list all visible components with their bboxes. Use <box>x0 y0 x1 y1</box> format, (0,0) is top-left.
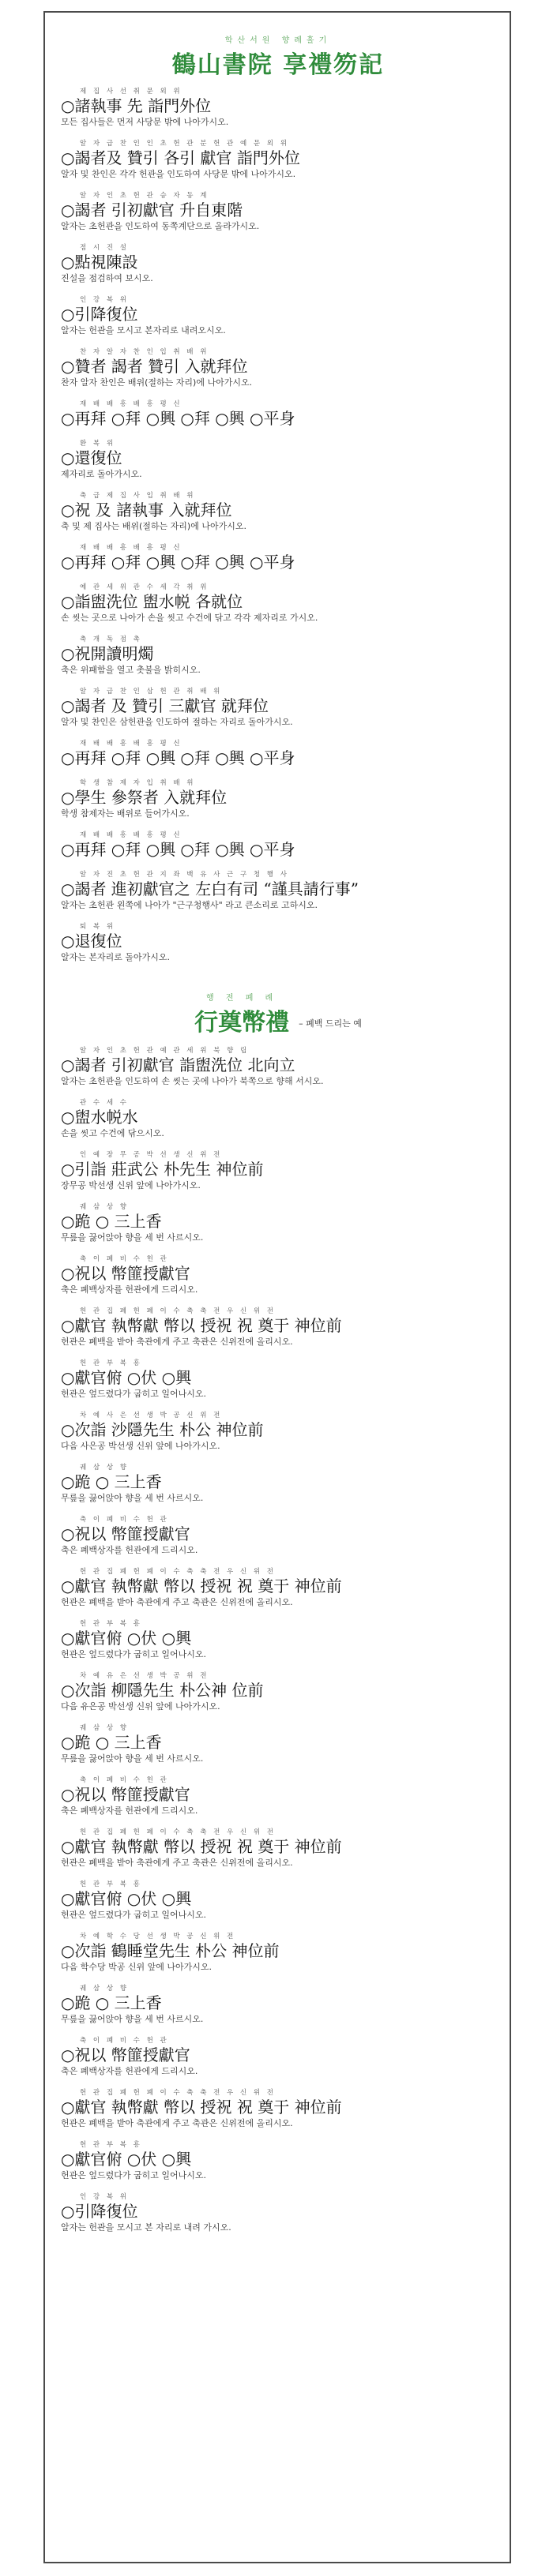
step-description: 찬자 알자 찬인은 배위(절하는 자리)에 나아가시오. <box>61 377 253 388</box>
step-pronunciation: 축 이 폐 비 수 헌 관 <box>80 1776 169 1784</box>
step-pronunciation: 환 복 위 <box>80 440 116 448</box>
step-pronunciation: 알 자 급 찬 인 인 초 헌 관 분 헌 관 예 문 외 위 <box>80 140 289 148</box>
step-hanja: ○跪 ○ 三上香 <box>61 1472 162 1491</box>
step-pronunciation: 축 이 폐 비 수 헌 관 <box>80 1255 169 1263</box>
step-hanja: ○謁者及 贊引 各引 獻官 詣門外位 <box>61 148 300 167</box>
step-hanja: ○學生 參祭者 入就拜位 <box>61 788 228 807</box>
rite-step <box>61 2139 495 2182</box>
step-description: 장무공 박선생 신위 앞에 나아가시오. <box>61 1180 201 1191</box>
step-hanja: ○跪 ○ 三上香 <box>61 1733 162 1752</box>
step-pronunciation: 차 예 사 은 선 생 박 공 신 위 전 <box>80 1412 223 1419</box>
rite-step <box>61 869 495 912</box>
step-pronunciation: 헌 관 집 폐 헌 폐 이 수 축 축 전 우 신 위 전 <box>80 2089 276 2097</box>
step-pronunciation: 찬 자 알 자 찬 인 입 취 배 위 <box>80 348 209 356</box>
step-pronunciation: 헌 관 부 복 흥 <box>80 1880 142 1888</box>
rite-step <box>61 1566 495 1609</box>
step-hanja: ○退復位 <box>61 932 122 951</box>
step-description: 축 및 제 집사는 배위(절하는 자리)에 나아가시오. <box>61 521 246 531</box>
step-hanja: ○再拜 ○拜 ○興 ○拜 ○興 ○平身 <box>61 409 295 428</box>
step-description: 진설을 점검하여 보시오. <box>61 273 153 283</box>
step-description: 헌관은 엎드렸다가 굽히고 일어나시오. <box>61 1649 207 1659</box>
section-header <box>61 991 495 1037</box>
rite-step <box>61 190 495 233</box>
step-hanja: ○還復位 <box>61 448 122 467</box>
step-hanja: ○獻官俯 ○伏 ○興 <box>61 1368 192 1387</box>
rite-step <box>61 1358 495 1400</box>
step-pronunciation: 헌 관 부 복 흥 <box>80 2141 142 2149</box>
step-description: 알자는 본자리로 돌아가시오. <box>61 952 171 962</box>
step-hanja: ○再拜 ○拜 ○興 ○拜 ○興 ○平身 <box>61 553 295 572</box>
step-description: 헌관은 폐백을 받아 축관에게 주고 축관은 신위전에 올리시오. <box>61 2118 293 2128</box>
step-hanja: ○諸執事 先 詣門外位 <box>61 96 212 115</box>
rite-step <box>61 921 495 964</box>
step-pronunciation: 재 배 배 흥 배 흥 평 신 <box>80 740 182 748</box>
rite-step <box>61 1827 495 1869</box>
step-hanja: ○次詣 鶴睡堂先生 朴公 神位前 <box>61 1941 280 1960</box>
step-hanja: ○再拜 ○拜 ○興 ○拜 ○興 ○平身 <box>61 840 295 859</box>
rite-step <box>61 438 495 481</box>
step-description: 무릎을 끓어앉아 향을 세 번 사르시오. <box>61 2014 204 2024</box>
rite-step <box>61 1306 495 1348</box>
rite-step <box>61 1618 495 1661</box>
section-ruby: 행 전 폐 례 <box>206 994 278 1003</box>
rite-step <box>61 1410 495 1453</box>
page-title: 鶴山書院 享禮笏記 <box>171 51 385 79</box>
step-pronunciation: 알 자 인 초 헌 관 승 자 동 계 <box>80 192 209 200</box>
rite-step <box>61 542 495 572</box>
rite-step <box>61 138 495 181</box>
step-description: 축은 폐백상자를 헌관에게 드리시오. <box>61 1545 198 1555</box>
step-pronunciation: 헌 관 부 복 흥 <box>80 1359 142 1367</box>
step-hanja: ○引降復位 <box>61 305 138 324</box>
step-description: 헌관은 엎드렸다가 굽히고 일어나시오. <box>61 1910 207 1920</box>
rite-step <box>61 1254 495 1296</box>
rite-step <box>61 1149 495 1192</box>
step-pronunciation: 헌 관 집 폐 헌 폐 이 수 축 축 전 우 신 위 전 <box>80 1307 276 1315</box>
step-pronunciation: 궤 삼 상 향 <box>80 1985 129 1993</box>
step-pronunciation: 알 자 급 찬 인 삼 헌 관 취 배 위 <box>80 688 223 696</box>
step-description: 알자는 헌관을 모시고 본 자리로 내려 가시오. <box>61 2222 231 2233</box>
rite-step <box>61 1514 495 1557</box>
step-pronunciation: 궤 삼 상 향 <box>80 1464 129 1472</box>
step-description: 축은 폐백상자를 헌관에게 드리시오. <box>61 1805 198 1816</box>
step-pronunciation: 점 시 진 설 <box>80 244 129 252</box>
step-description: 헌관은 엎드렸다가 굽히고 일어나시오. <box>61 1389 207 1399</box>
rite-step <box>61 1045 495 1088</box>
step-hanja: ○跪 ○ 三上香 <box>61 1993 162 2012</box>
rite-step <box>61 1202 495 1244</box>
step-description: 축은 위패함을 열고 촛불을 밝히시오. <box>61 665 201 675</box>
rite-step <box>61 1462 495 1505</box>
step-description: 알자 및 찬인은 삼헌관을 인도하여 절하는 자리로 돌아가시오. <box>61 717 293 727</box>
step-pronunciation: 차 예 유 은 선 생 박 공 위 전 <box>80 1672 209 1680</box>
step-pronunciation: 관 수 세 수 <box>80 1099 129 1107</box>
step-hanja: ○獻官 執幣獻 幣以 授祝 祝 奠于 神位前 <box>61 1577 342 1595</box>
step-pronunciation: 헌 관 부 복 흥 <box>80 1620 142 1628</box>
step-pronunciation: 재 배 배 흥 배 흥 평 신 <box>80 831 182 839</box>
rite-step <box>61 2192 495 2234</box>
rite-step <box>61 347 495 389</box>
step-description: 다음 학수당 박공 신위 앞에 나아가시오. <box>61 1962 212 1972</box>
rite-step <box>61 1097 495 1140</box>
step-hanja: ○謁者 引初獻官 升自東階 <box>61 201 243 219</box>
rite-step <box>61 738 495 768</box>
rite-step <box>61 582 495 624</box>
rite-step <box>61 634 495 677</box>
step-hanja: ○再拜 ○拜 ○興 ○拜 ○興 ○平身 <box>61 748 295 767</box>
step-description: 알자는 초헌관을 인도하여 동쪽계단으로 올라가시오. <box>61 221 260 231</box>
step-hanja: ○獻官俯 ○伏 ○興 <box>61 1889 192 1908</box>
step-hanja: ○次詣 柳隱先生 朴公神 位前 <box>61 1681 264 1700</box>
step-description: 모든 집사들은 먼저 사당문 밖에 나아가시오. <box>61 117 229 127</box>
rite-step <box>61 294 495 337</box>
step-description: 다음 사은공 박선생 신위 앞에 나아가시오. <box>61 1441 220 1451</box>
step-pronunciation: 재 배 배 흥 배 흥 평 신 <box>80 544 182 552</box>
rite-step <box>61 778 495 820</box>
rite-steps-part2 <box>61 1045 495 2234</box>
step-hanja: ○贊者 謁者 贊引 入就拜位 <box>61 357 248 376</box>
step-pronunciation: 축 이 폐 비 수 헌 관 <box>80 1516 169 1524</box>
step-hanja: ○盥水帨水 <box>61 1108 138 1127</box>
step-pronunciation: 퇴 복 위 <box>80 923 116 931</box>
step-pronunciation: 궤 삼 상 향 <box>80 1203 129 1211</box>
section-subtitle: – 폐백 드리는 예 <box>299 1018 362 1029</box>
step-pronunciation: 축 이 폐 비 수 헌 관 <box>80 2037 169 2045</box>
step-description: 학생 참제자는 배위로 들어가시오. <box>61 808 190 819</box>
rite-step <box>61 1931 495 1974</box>
step-description: 헌관은 엎드렸다가 굽히고 일어나시오. <box>61 2170 207 2180</box>
step-description: 무릎을 끓어앉아 향을 세 번 사르시오. <box>61 1753 204 1764</box>
step-description: 손을 씻고 수건에 닦으시오. <box>61 1128 164 1138</box>
step-pronunciation: 인 강 복 위 <box>80 2193 129 2201</box>
title-block <box>61 33 495 80</box>
step-description: 무릎을 끓어앉아 향을 세 번 사르시오. <box>61 1493 204 1503</box>
rite-step <box>61 1983 495 2026</box>
step-hanja: ○謁者 引初獻官 詣盥洗位 北向立 <box>61 1056 295 1074</box>
step-description: 헌관은 폐백을 받아 축관에게 주고 축관은 신위전에 올리시오. <box>61 1858 293 1868</box>
step-pronunciation: 학 생 참 제 자 입 취 배 위 <box>80 779 196 787</box>
step-hanja: ○獻官 執幣獻 幣以 授祝 祝 奠于 神位前 <box>61 2098 342 2117</box>
rite-step <box>61 686 495 729</box>
rite-steps-part1 <box>61 86 495 964</box>
step-pronunciation: 재 배 배 흥 배 흥 평 신 <box>80 400 182 408</box>
step-description: 손 씻는 곳으로 나아가 손을 씻고 수건에 닦고 각각 제자리로 가시오. <box>61 613 318 623</box>
rite-step <box>61 86 495 129</box>
step-hanja: ○獻官俯 ○伏 ○興 <box>61 2150 192 2169</box>
step-hanja: ○祝開讀明燭 <box>61 644 154 663</box>
step-pronunciation: 궤 삼 상 향 <box>80 1724 129 1732</box>
step-hanja: ○謁者 及 贊引 三獻官 就拜位 <box>61 696 269 715</box>
step-pronunciation: 인 강 복 위 <box>80 296 129 304</box>
step-hanja: ○獻官俯 ○伏 ○興 <box>61 1629 192 1648</box>
step-hanja: ○詣盥洗位 盥水帨 各就位 <box>61 592 243 611</box>
step-description: 헌관은 폐백을 받아 축관에게 주고 축관은 신위전에 올리시오. <box>61 1337 293 1347</box>
step-hanja: ○次詣 沙隱先生 朴公 神位前 <box>61 1420 264 1439</box>
step-pronunciation: 알 자 인 초 헌 관 예 관 세 위 북 향 립 <box>80 1047 250 1055</box>
step-description: 다음 유은공 박선생 신위 앞에 나아가시오. <box>61 1701 220 1712</box>
step-description: 축은 폐백상자를 헌관에게 드리시오. <box>61 2066 198 2076</box>
rite-step <box>61 2087 495 2130</box>
rite-step <box>61 830 495 860</box>
rite-step <box>61 1775 495 1817</box>
step-hanja: ○獻官 執幣獻 幣以 授祝 祝 奠于 神位前 <box>61 1837 342 1856</box>
step-pronunciation: 차 예 학 수 당 선 생 박 공 신 위 전 <box>80 1933 236 1940</box>
step-pronunciation: 축 개 독 점 촉 <box>80 636 142 643</box>
step-pronunciation: 예 관 세 위 관 수 세 각 취 위 <box>80 583 209 591</box>
step-hanja: ○祝以 幣篚授獻官 <box>61 1524 190 1543</box>
document-page <box>61 28 495 2244</box>
step-pronunciation: 제 집 사 선 취 문 외 위 <box>80 88 182 96</box>
rite-step <box>61 2035 495 2078</box>
step-pronunciation: 인 예 장 무 공 박 선 생 신 위 전 <box>80 1151 223 1159</box>
step-hanja: ○引降復位 <box>61 2202 138 2221</box>
section-title: 行奠幣禮 <box>194 1009 290 1037</box>
step-pronunciation: 축 급 제 집 사 입 취 배 위 <box>80 492 196 500</box>
step-description: 무릎을 끓어앉아 향을 세 번 사르시오. <box>61 1232 204 1243</box>
step-description: 알자는 초헌관을 인도하여 손 씻는 곳에 나아가 북쪽으로 향해 서시오. <box>61 1076 324 1086</box>
step-hanja: ○祝 及 諸執事 入就拜位 <box>61 501 232 519</box>
step-pronunciation: 헌 관 집 폐 헌 폐 이 수 축 축 전 우 신 위 전 <box>80 1568 276 1576</box>
title-ruby: 학산서원 향례홀기 <box>224 36 332 45</box>
step-hanja: ○祝以 幣篚授獻官 <box>61 1785 190 1804</box>
document-frame <box>43 11 511 2563</box>
rite-step <box>61 1879 495 1922</box>
rite-step <box>61 1670 495 1713</box>
step-description: 제자리로 돌아가시오. <box>61 469 142 479</box>
rite-step <box>61 1723 495 1765</box>
step-hanja: ○祝以 幣篚授獻官 <box>61 2045 190 2064</box>
step-hanja: ○跪 ○ 三上香 <box>61 1212 162 1231</box>
step-hanja: ○獻官 執幣獻 幣以 授祝 祝 奠于 神位前 <box>61 1316 342 1335</box>
rite-step <box>61 242 495 285</box>
step-description: 알자는 초헌관 왼쪽에 나아가 "근구청행사" 라고 큰소리로 고하시오. <box>61 900 318 910</box>
step-pronunciation: 헌 관 집 폐 헌 폐 이 수 축 축 전 우 신 위 전 <box>80 1828 276 1836</box>
step-hanja: ○點視陳設 <box>61 253 138 272</box>
step-description: 축은 폐백상자를 헌관에게 드리시오. <box>61 1284 198 1295</box>
step-hanja: ○謁者 進初獻官之 左白有司 “謹具請行事” <box>61 879 359 898</box>
step-hanja: ○祝以 幣篚授獻官 <box>61 1264 190 1283</box>
step-pronunciation: 알 자 진 초 헌 관 지 좌 백 유 사 근 구 청 행 사 <box>80 871 289 879</box>
step-hanja: ○引詣 莊武公 朴先生 神位前 <box>61 1160 264 1179</box>
step-description: 알자는 헌관을 모시고 본자리로 내려오시오. <box>61 325 226 336</box>
step-description: 헌관은 폐백을 받아 축관에게 주고 축관은 신위전에 올리시오. <box>61 1597 293 1607</box>
rite-step <box>61 490 495 533</box>
step-description: 알자 및 찬인은 각각 헌관을 인도하여 사당문 밖에 나아가시오. <box>61 169 296 179</box>
rite-step <box>61 399 495 429</box>
